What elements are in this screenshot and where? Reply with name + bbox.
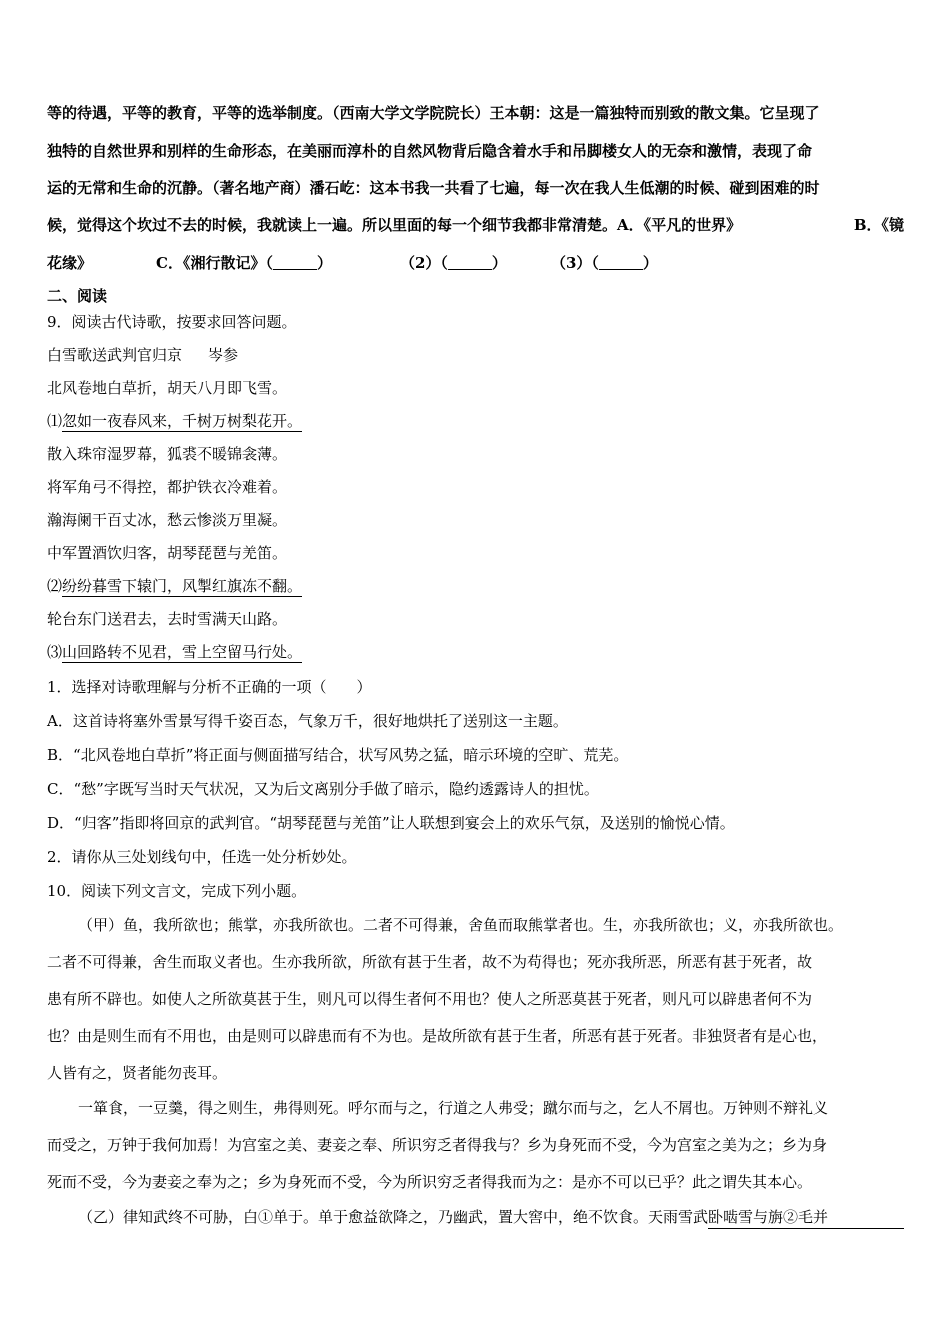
- intro-line-2: 独特的自然世界和别样的生命形态，在美丽而淳朴的自然风物背后隐含着水手和吊脚楼女人的无奈和激情，表现了命: [47, 142, 813, 160]
- answer-3-label: （3）（: [550, 254, 599, 272]
- poem-line-underlined-1: ⑴忽如一夜春风来，千树万树梨花开。: [47, 412, 303, 430]
- answer-blank-2[interactable]: [448, 255, 492, 270]
- poem-title: 白雪歌送武判官归京: [47, 346, 183, 364]
- answer-blank-1[interactable]: [273, 255, 317, 270]
- choice-d[interactable]: D．“归客”指即将回京的武判官。“胡琴琵琶与羌笛”让人联想到宴会上的欢乐气氛，及送别的愉悦心情。: [47, 814, 735, 832]
- q9-sub1: 1．选择对诗歌理解与分析不正确的一项（ ）: [47, 678, 372, 696]
- poem-line-underlined-3: ⑶山回路转不见君，雪上空留马行处。: [47, 643, 303, 661]
- passage-jia2-line-2: 而受之，万钟于我何加焉！为宫室之美、妻妾之奉、所识穷乏者得我与？乡为身死而不受，今为宫室之美为之；乡为身: [47, 1136, 828, 1154]
- section-title: 二、阅读: [47, 287, 108, 305]
- passage-jia-line-5: 人皆有之，贤者能勿丧耳。: [47, 1064, 228, 1082]
- choice-c[interactable]: C．“愁”字既写当时天气状况，又为后文离别分手做了暗示，隐约透露诗人的担忧。: [47, 780, 599, 798]
- passage-jia2-line-3: 死而不受，今为妻妾之奉为之；乡为身死而不受，今为所识穷乏者得我而为之：是亦不可以已乎？此之谓失其本心。: [47, 1173, 813, 1191]
- choice-a[interactable]: A．这首诗将塞外雪景写得千姿百态，气象万千，很好地烘托了送别这一主题。: [47, 712, 568, 730]
- poem-line: 中军置酒饮归客，胡琴琵琶与羌笛。: [47, 544, 288, 562]
- poem-line: 轮台东门送君去，去时雪满天山路。: [47, 610, 288, 628]
- q10-prompt: 10．阅读下列文言文，完成下列小题。: [47, 882, 307, 900]
- poem-line: 散入珠帘湿罗幕，狐裘不暖锦衾薄。: [47, 445, 288, 463]
- yi-underline: [708, 1228, 904, 1229]
- option-b: B．《镜: [853, 216, 904, 234]
- passage-yi-line-1: （乙）律知武终不可胁，白①单于。单于愈益欲降之，乃幽武，置大窖中，绝不饮食。天雨雪武卧啮雪与旃②毛并: [78, 1208, 829, 1226]
- poem-line: 将军角弓不得控，都护铁衣冷难着。: [47, 478, 288, 496]
- passage-jia-line-1: （甲）鱼，我所欲也；熊掌，亦我所欲也。二者不可得兼，舍鱼而取熊掌者也。生，亦我所欲也；义，亦我所欲也。: [78, 916, 844, 934]
- poem-heading: [47, 345, 238, 365]
- poem-line: 瀚海阑干百丈冰，愁云惨淡万里凝。: [47, 511, 288, 529]
- answer-2-label: （2）（: [399, 254, 448, 272]
- choice-b[interactable]: B．“北风卷地白草折”将正面与侧面描写结合，状写风势之猛，暗示环境的空旷、荒芜。: [47, 746, 629, 764]
- passage-jia2-line-1: 一箪食，一豆羹，得之则生，弗得则死。呼尔而与之，行道之人弗受；蹴尔而与之，乞人不屑也。万钟则不辩礼义: [78, 1099, 829, 1117]
- answer-blank-3[interactable]: [599, 255, 643, 270]
- poem-author: 岑参: [208, 346, 239, 364]
- passage-jia-line-3: 患有所不辟也。如使人之所欲莫甚于生，则凡可以得生者何不用也？使人之所恶莫甚于死者，则凡可以辟患者何不为: [47, 990, 813, 1008]
- q9-sub2: 2．请你从三处划线句中，任选一处分析妙处。: [47, 848, 357, 866]
- options-line: 花缘》 C．《湘行散记》（ ） （2）（ ） （3）（ ）: [47, 254, 658, 272]
- passage-jia-line-2: 二者不可得兼，舍生而取义者也。生亦我所欲，所欲有甚于生者，故不为苟得也；死亦我所恶，所恶有甚于死者，故: [47, 953, 813, 971]
- q9-prompt: 9．阅读古代诗歌，按要求回答问题。: [47, 313, 297, 331]
- poem-line: 北风卷地白草折，胡天八月即飞雪。: [47, 379, 288, 397]
- intro-line-1: 等的待遇，平等的教育，平等的选举制度。（西南大学文学院院长）王本朝：这是一篇独特而别致的散文集。它呈现了: [47, 104, 820, 122]
- option-c: C．《湘行散记》（: [156, 254, 273, 272]
- intro-line-4: 候，觉得这个坎过不去的时候，我就读上一遍。所以里面的每一个细节我都非常清楚。A．《平凡的世界》 B．《镜: [47, 216, 904, 234]
- intro-line-3: 运的无常和生命的沉静。（著名地产商）潘石屹：这本书我一共看了七遍，每一次在我人生低潮的时候、碰到困难的时: [47, 179, 820, 197]
- passage-jia-line-4: 也？由是则生而有不用也，由是则可以辟患而有不为也。是故所欲有甚于生者，所恶有甚于死者。非独贤者有是心也，: [47, 1027, 828, 1045]
- poem-line-underlined-2: ⑵纷纷暮雪下辕门，风掣红旗冻不翻。: [47, 577, 303, 595]
